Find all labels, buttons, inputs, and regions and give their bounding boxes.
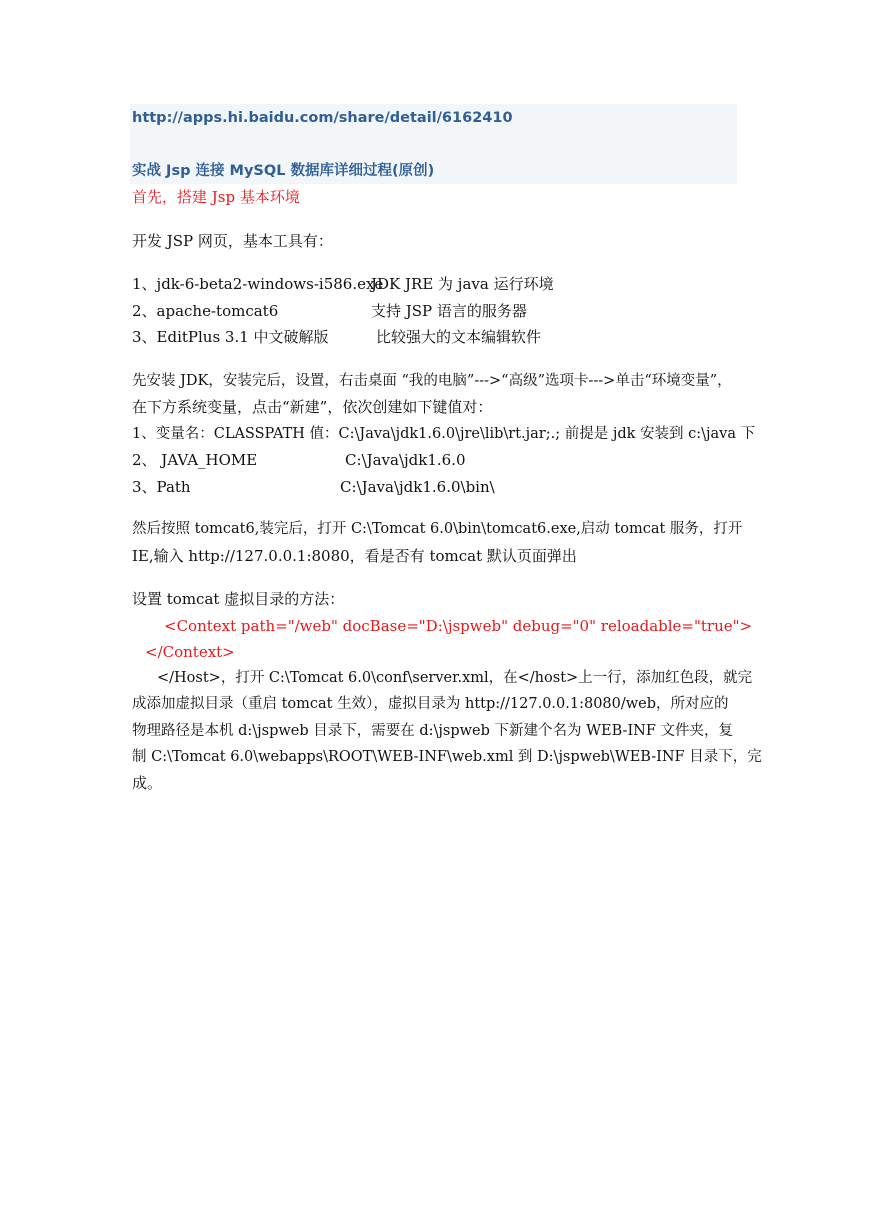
tomcat-start-line: IE,输入 http://127.0.0.1:8080，看是否有 tomcat 默认页面弹出 xyxy=(132,547,577,565)
vdir-heading: 设置 tomcat 虚拟目录的方法： xyxy=(132,590,345,608)
env-var-row: 1、变量名：CLASSPATH 值：C:\Java\jdk1.6.0\jre\lib\rt.jar;.; 前提是 jdk 安装到 c:\java 下 xyxy=(132,426,756,442)
tool-item-desc: 支持 JSP 语言的服务器 xyxy=(371,302,527,320)
env-var-name: 2、 JAVA_HOME xyxy=(132,451,258,469)
jdk-setup-line: 在下方系统变量，点击“新建”，依次创建如下键值对： xyxy=(132,398,493,416)
tools-intro: 开发 JSP 网页，基本工具有： xyxy=(132,232,333,250)
vdir-paragraph-line: 成添加虚拟目录（重启 tomcat 生效），虚拟目录为 http://127.0.0.1:8080/web，所对应的 xyxy=(132,696,729,712)
context-code-open: <Context path="/web" docBase="D:\jspweb" debug="0" reloadable="true"> xyxy=(164,617,753,635)
vdir-paragraph-line: </Host>，打开 C:\Tomcat 6.0\conf\server.xml，在</host>上一行，添加红色段，就完 xyxy=(157,670,753,686)
env-var-name: 3、Path xyxy=(132,478,191,496)
tool-item-name: 3、EditPlus 3.1 中文破解版 xyxy=(132,328,329,346)
tool-item-name: 2、apache-tomcat6 xyxy=(132,302,279,320)
source-url[interactable]: http://apps.hi.baidu.com/share/detail/6162410 xyxy=(132,110,513,126)
context-code-close: </Context> xyxy=(145,643,235,661)
first-step-text: 首先，搭建 Jsp 基本环境 xyxy=(132,188,300,206)
env-var-value: C:\Java\jdk1.6.0 xyxy=(345,451,466,469)
vdir-paragraph-line: 物理路径是本机 d:\jspweb 目录下，需要在 d:\jspweb 下新建个名为 WEB-INF 文件夹，复 xyxy=(132,723,734,739)
vdir-paragraph-line: 制 C:\Tomcat 6.0\webapps\ROOT\WEB-INF\web.xml 到 D:\jspweb\WEB-INF 目录下，完 xyxy=(132,749,762,765)
vdir-paragraph-line: 成。 xyxy=(132,774,163,792)
tool-item-desc: JDK JRE 为 java 运行环境 xyxy=(371,275,554,293)
jdk-setup-line: 先安装 JDK，安装完后，设置，右击桌面 “我的电脑”--->“高级”选项卡--->单击“环境变量”， xyxy=(132,373,732,389)
env-var-value: C:\Java\jdk1.6.0\bin\ xyxy=(340,478,495,496)
article-title: 实战 Jsp 连接 MySQL 数据库详细过程(原创) xyxy=(132,163,435,179)
tool-item-name: 1、jdk-6-beta2-windows-i586.exe xyxy=(132,275,384,293)
tool-item-desc: 比较强大的文本编辑软件 xyxy=(376,328,542,346)
tomcat-start-line: 然后按照 tomcat6,装完后，打开 C:\Tomcat 6.0\bin\tomcat6.exe,启动 tomcat 服务，打开 xyxy=(132,521,743,537)
